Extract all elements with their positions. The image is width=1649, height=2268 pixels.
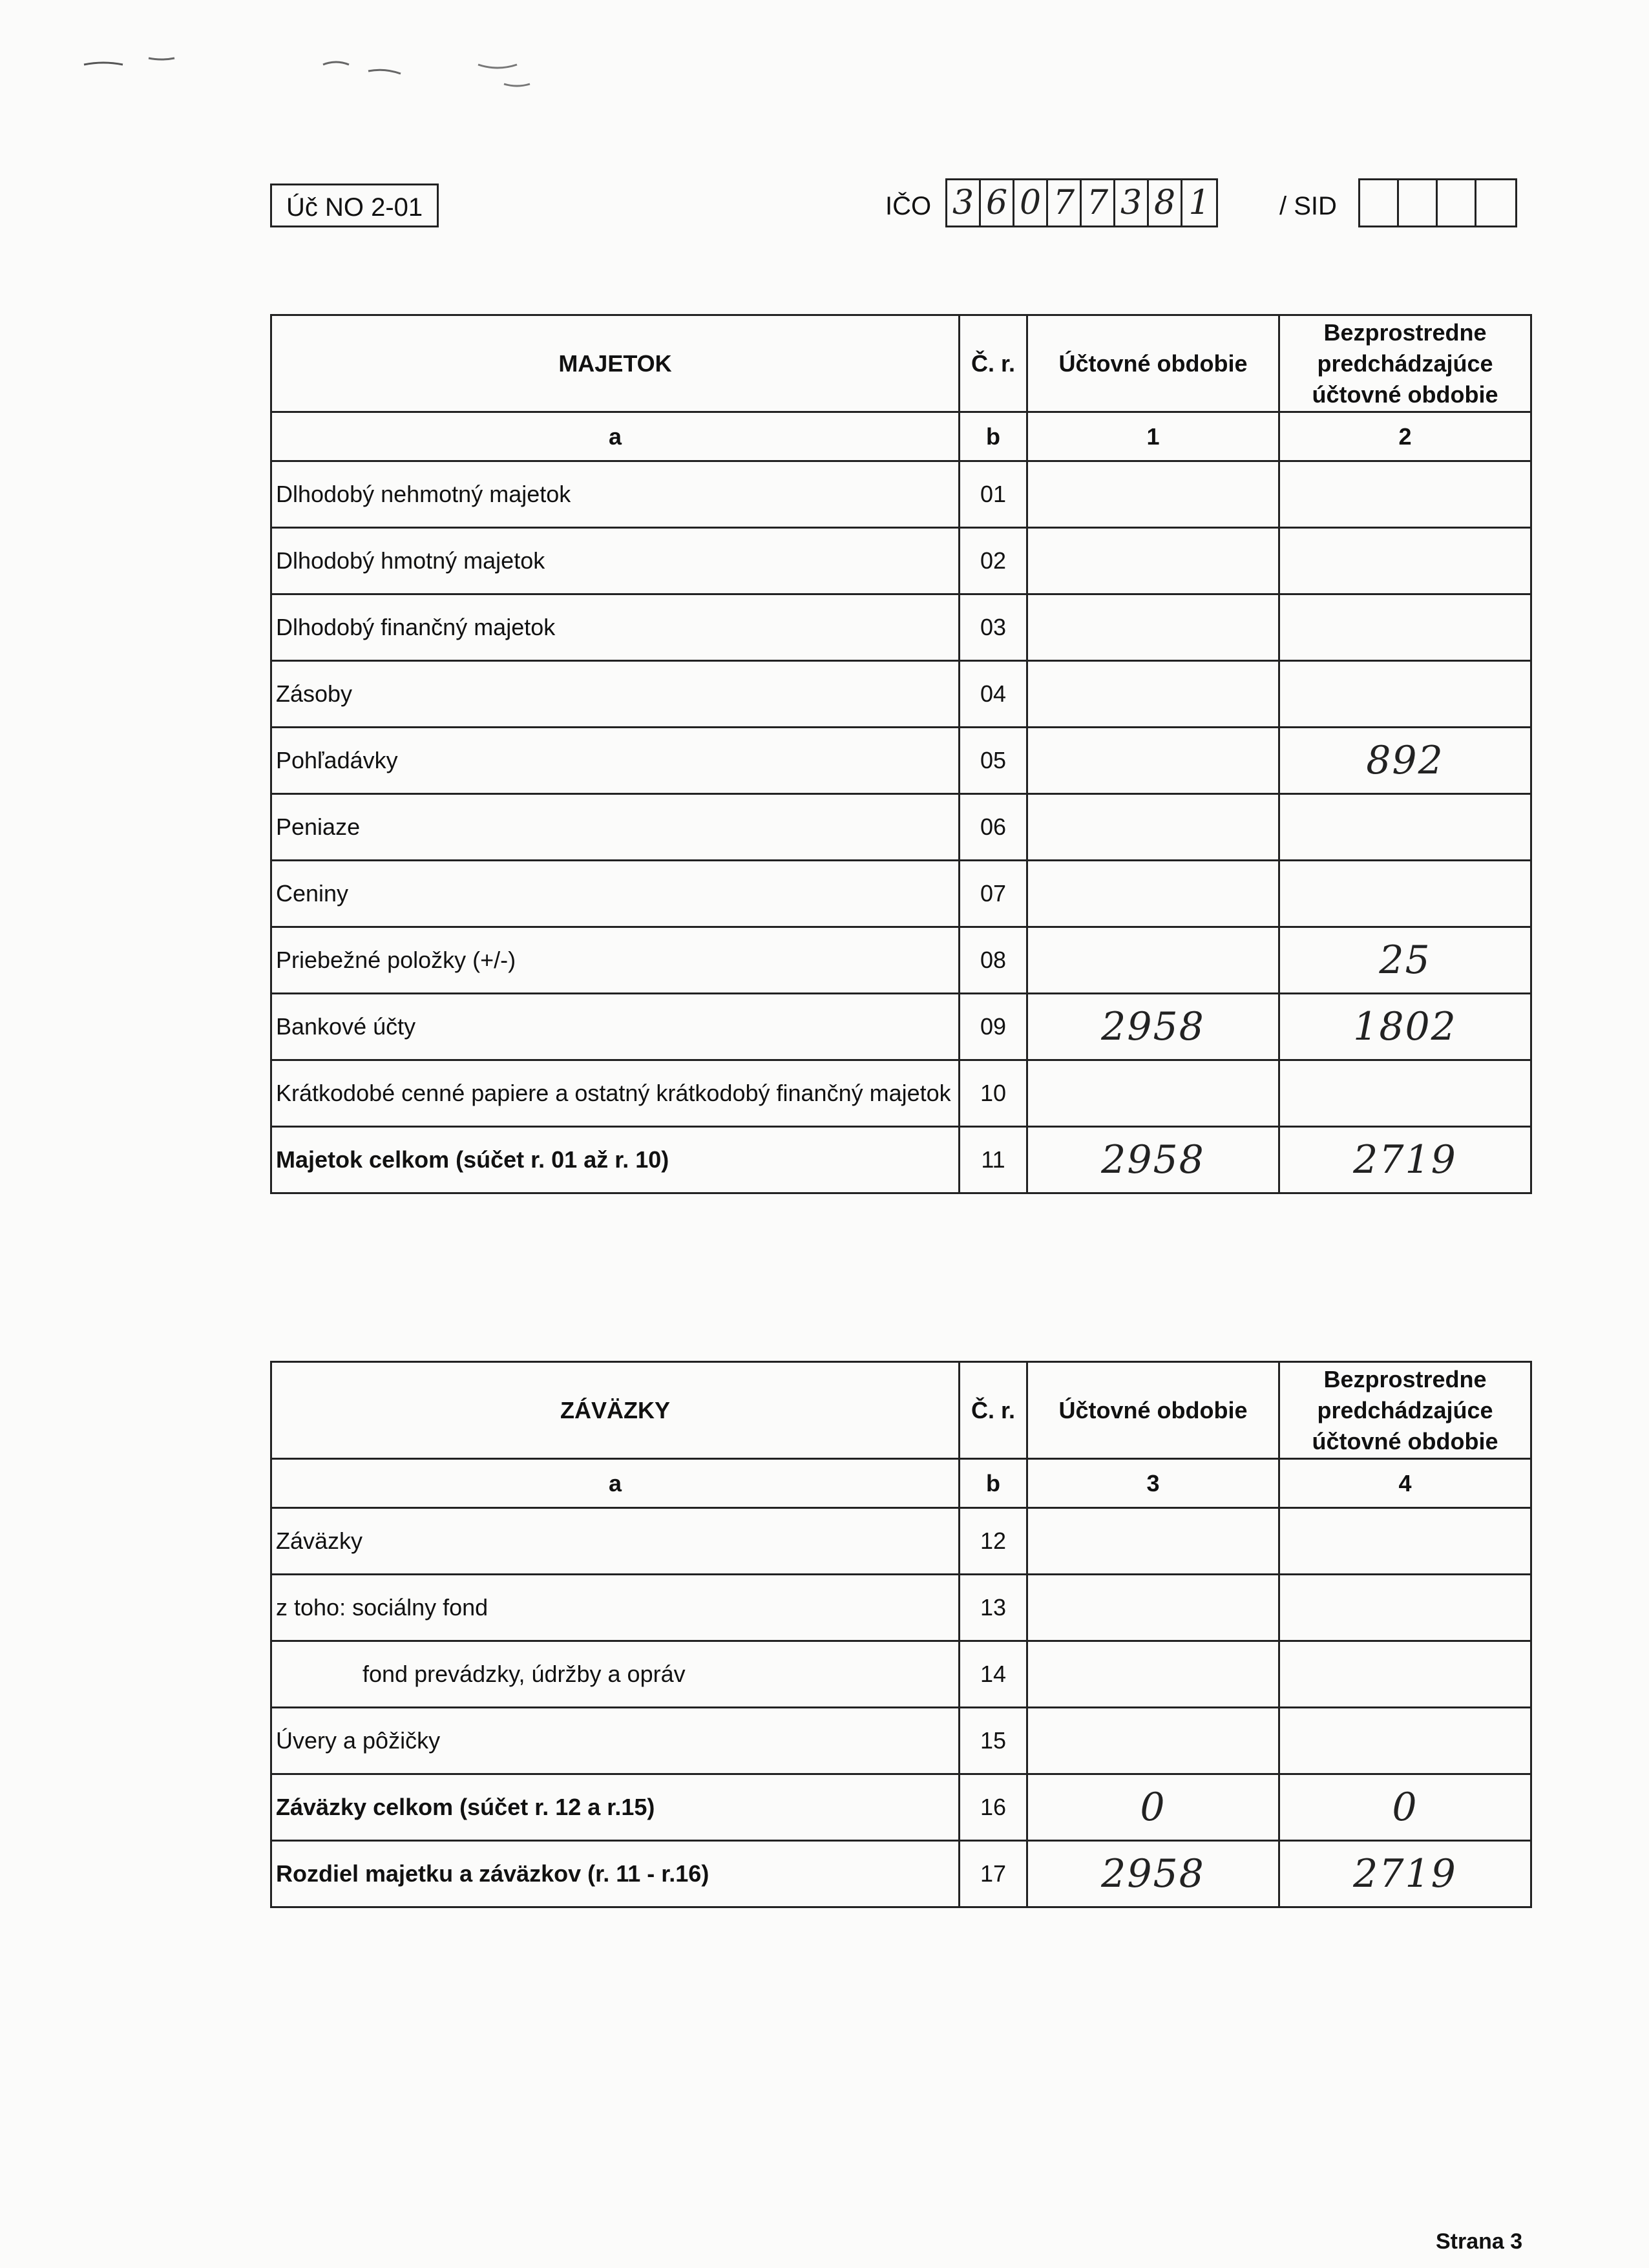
previous-value-cell[interactable]: 2719 <box>1279 1127 1531 1193</box>
row-number: 06 <box>960 794 1027 861</box>
current-value-cell[interactable] <box>1027 528 1279 594</box>
row-number: 08 <box>960 927 1027 994</box>
row-number: 16 <box>960 1774 1027 1841</box>
previous-value-cell[interactable] <box>1279 1060 1531 1127</box>
current-period-header: Účtovné obdobie <box>1027 315 1279 412</box>
row-number: 13 <box>960 1575 1027 1641</box>
current-value-cell[interactable] <box>1027 794 1279 861</box>
table-row <box>271 1508 1531 1575</box>
row-label: Ceniny <box>271 861 960 927</box>
row-number: 09 <box>960 994 1027 1060</box>
table-row <box>271 1575 1531 1641</box>
table-row <box>271 1060 1531 1127</box>
sid-digit[interactable] <box>1476 180 1515 226</box>
row-label: Krátkodobé cenné papiere a ostatný krátkodobý finančný majetok <box>271 1060 960 1127</box>
row-number: 17 <box>960 1841 1027 1907</box>
sid-field[interactable] <box>1358 178 1517 227</box>
ico-digit[interactable]: 3 <box>1115 180 1149 226</box>
row-number: 10 <box>960 1060 1027 1127</box>
table-row <box>271 1841 1531 1907</box>
ico-digit[interactable]: 7 <box>1048 180 1082 226</box>
current-value-cell[interactable] <box>1027 927 1279 994</box>
previous-value-cell[interactable] <box>1279 861 1531 927</box>
row-label: Dlhodobý hmotný majetok <box>271 528 960 594</box>
ico-label: IČO <box>885 192 932 220</box>
table-row <box>271 861 1531 927</box>
previous-value-cell[interactable]: 892 <box>1279 728 1531 794</box>
previous-value-cell[interactable]: 1802 <box>1279 994 1531 1060</box>
table-row <box>271 594 1531 661</box>
previous-value-cell[interactable] <box>1279 1508 1531 1575</box>
current-value-cell[interactable] <box>1027 1060 1279 1127</box>
col-index-2: 2 <box>1279 412 1531 461</box>
row-number: 11 <box>960 1127 1027 1193</box>
liabilities-name-header: ZÁVÄZKY <box>271 1362 960 1459</box>
col-index-3: 3 <box>1027 1459 1279 1508</box>
current-value-cell[interactable] <box>1027 1641 1279 1708</box>
previous-value-cell[interactable]: 25 <box>1279 927 1531 994</box>
table-row <box>271 927 1531 994</box>
assets-name-header: MAJETOK <box>271 315 960 412</box>
row-label: Úvery a pôžičky <box>271 1708 960 1774</box>
ico-digit[interactable]: 6 <box>981 180 1014 226</box>
table-row <box>271 994 1531 1060</box>
current-value-cell[interactable] <box>1027 594 1279 661</box>
previous-value-cell[interactable]: 2719 <box>1279 1841 1531 1907</box>
row-label: Bankové účty <box>271 994 960 1060</box>
current-period-header: Účtovné obdobie <box>1027 1362 1279 1459</box>
row-label: Zásoby <box>271 661 960 728</box>
liabilities-table <box>270 1361 1532 1908</box>
previous-value-cell[interactable] <box>1279 594 1531 661</box>
row-label: Dlhodobý finančný majetok <box>271 594 960 661</box>
sid-digit[interactable] <box>1438 180 1476 226</box>
previous-value-cell[interactable] <box>1279 661 1531 728</box>
assets-index-row <box>271 412 1531 461</box>
row-number: 04 <box>960 661 1027 728</box>
col-index-4: 4 <box>1279 1459 1531 1508</box>
liabilities-index-row <box>271 1459 1531 1508</box>
previous-value-cell[interactable]: 0 <box>1279 1774 1531 1841</box>
sid-digit[interactable] <box>1360 180 1399 226</box>
previous-period-header: Bezprostredne predchádzajúce účtovné obdobie <box>1279 1362 1531 1459</box>
table-row <box>271 1127 1531 1193</box>
previous-value-cell[interactable] <box>1279 1641 1531 1708</box>
current-value-cell[interactable] <box>1027 1708 1279 1774</box>
page-number: Strana 3 <box>1436 2229 1523 2254</box>
row-number: 07 <box>960 861 1027 927</box>
row-label: Majetok celkom (súčet r. 01 až r. 10) <box>271 1127 960 1193</box>
table-row <box>271 728 1531 794</box>
current-value-cell[interactable] <box>1027 1508 1279 1575</box>
row-number: 14 <box>960 1641 1027 1708</box>
row-no-header: Č. r. <box>960 315 1027 412</box>
ico-digit[interactable]: 3 <box>947 180 981 226</box>
current-value-cell[interactable]: 2958 <box>1027 994 1279 1060</box>
col-index-a: a <box>271 412 960 461</box>
ico-digit[interactable]: 8 <box>1149 180 1182 226</box>
row-number: 15 <box>960 1708 1027 1774</box>
row-no-header: Č. r. <box>960 1362 1027 1459</box>
assets-header-row <box>271 315 1531 412</box>
row-number: 12 <box>960 1508 1027 1575</box>
ico-field[interactable] <box>945 178 1218 227</box>
current-value-cell[interactable] <box>1027 1575 1279 1641</box>
row-label: Dlhodobý nehmotný majetok <box>271 461 960 528</box>
col-index-a: a <box>271 1459 960 1508</box>
previous-value-cell[interactable] <box>1279 461 1531 528</box>
row-label: Peniaze <box>271 794 960 861</box>
row-number: 01 <box>960 461 1027 528</box>
table-row <box>271 528 1531 594</box>
sid-label: / SID <box>1279 192 1337 220</box>
current-value-cell[interactable] <box>1027 861 1279 927</box>
ico-digit[interactable]: 0 <box>1014 180 1048 226</box>
table-row <box>271 661 1531 728</box>
current-value-cell[interactable] <box>1027 728 1279 794</box>
ico-digit[interactable]: 7 <box>1082 180 1115 226</box>
col-index-1: 1 <box>1027 412 1279 461</box>
table-row <box>271 461 1531 528</box>
row-label: Priebežné položky (+/-) <box>271 927 960 994</box>
row-label: z toho: sociálny fond <box>271 1575 960 1641</box>
row-label: fond prevádzky, údržby a opráv <box>271 1641 960 1708</box>
table-row <box>271 1708 1531 1774</box>
previous-value-cell[interactable] <box>1279 1575 1531 1641</box>
current-value-cell[interactable]: 0 <box>1027 1774 1279 1841</box>
row-label: Pohľadávky <box>271 728 960 794</box>
liabilities-header-row <box>271 1362 1531 1459</box>
form-code: Úč NO 2-01 <box>270 184 439 227</box>
row-label: Záväzky celkom (súčet r. 12 a r.15) <box>271 1774 960 1841</box>
previous-value-cell[interactable] <box>1279 528 1531 594</box>
sid-digit[interactable] <box>1399 180 1438 226</box>
scan-smudge <box>78 39 594 116</box>
row-number: 03 <box>960 594 1027 661</box>
row-label: Rozdiel majetku a záväzkov (r. 11 - r.16) <box>271 1841 960 1907</box>
previous-period-header: Bezprostredne predchádzajúce účtovné obdobie <box>1279 315 1531 412</box>
previous-value-cell[interactable] <box>1279 794 1531 861</box>
current-value-cell[interactable] <box>1027 461 1279 528</box>
current-value-cell[interactable] <box>1027 661 1279 728</box>
table-row <box>271 1774 1531 1841</box>
ico-digit[interactable]: 1 <box>1188 184 1210 222</box>
col-index-b: b <box>960 412 1027 461</box>
previous-value-cell[interactable] <box>1279 1708 1531 1774</box>
assets-table <box>270 314 1532 1194</box>
col-index-b: b <box>960 1459 1027 1508</box>
current-value-cell[interactable]: 2958 <box>1027 1841 1279 1907</box>
current-value-cell[interactable]: 2958 <box>1027 1127 1279 1193</box>
table-row <box>271 1641 1531 1708</box>
row-number: 05 <box>960 728 1027 794</box>
row-label: Záväzky <box>271 1508 960 1575</box>
row-number: 02 <box>960 528 1027 594</box>
table-row <box>271 794 1531 861</box>
